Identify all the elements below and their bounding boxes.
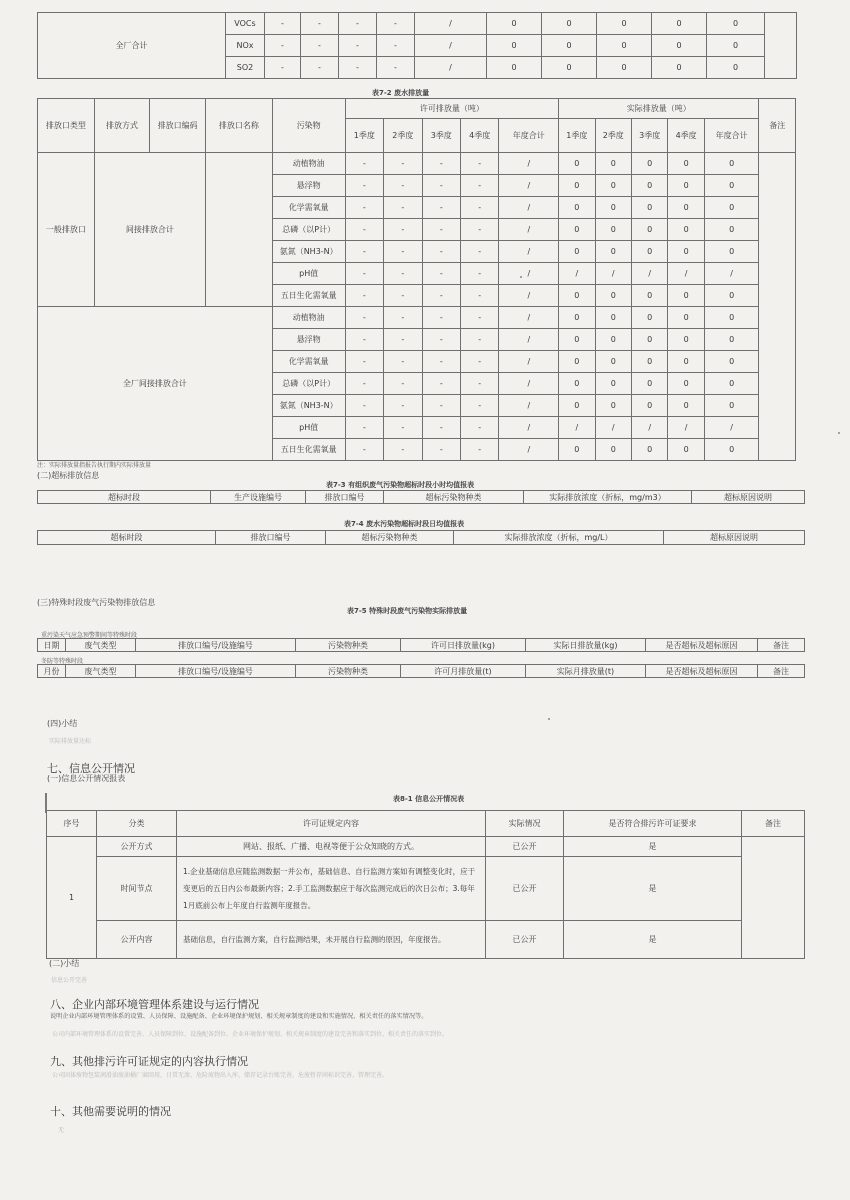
header-cell: 许可排放量（吨） [345, 99, 559, 119]
value-cell: - [384, 329, 422, 351]
header-cell: 排放口编号/设施编号 [136, 639, 296, 652]
value-cell: - [460, 417, 498, 439]
value-cell: / [499, 307, 559, 329]
actual-cell: 已公开 [486, 857, 564, 921]
value-cell: 0 [631, 153, 667, 175]
value-cell: 0 [559, 219, 595, 241]
value-cell: 0 [559, 373, 595, 395]
value-cell: 0 [631, 307, 667, 329]
pollutant-cell: VOCs [226, 13, 265, 35]
value-cell: 0 [559, 351, 595, 373]
header-cell: 超标时段 [38, 491, 211, 504]
value-cell: 0 [631, 439, 667, 461]
value-cell: - [422, 175, 460, 197]
pollutant-cell: 化学需氧量 [272, 197, 345, 219]
table-7-4 [37, 530, 805, 545]
header-cell: 生产设施编号 [211, 491, 306, 504]
header-cell: 污染物种类 [296, 665, 401, 678]
header-cell: 许可日排放量(kg) [401, 639, 526, 652]
value-cell: 0 [668, 351, 704, 373]
outlet-type-cell: 一般排放口 [38, 153, 95, 307]
value-cell: 0 [652, 13, 707, 35]
pollutant-cell: 氨氮（NH3-N） [272, 395, 345, 417]
value-cell: / [499, 439, 559, 461]
value-cell: 0 [559, 153, 595, 175]
value-cell: 0 [704, 175, 759, 197]
header-cell: 是否符合排污许可证要求 [564, 811, 742, 837]
header-cell: 实际月排放量(t) [526, 665, 646, 678]
value-cell: - [460, 153, 498, 175]
value-cell: - [345, 417, 383, 439]
value-cell: - [384, 417, 422, 439]
value-cell: - [460, 175, 498, 197]
value-cell: 0 [668, 153, 704, 175]
value-cell: 0 [595, 285, 631, 307]
header-cell: 排放口类型 [38, 99, 95, 153]
value-cell: - [460, 263, 498, 285]
header-cell: 污染物种类 [296, 639, 401, 652]
value-cell: / [499, 153, 559, 175]
value-cell: / [631, 417, 667, 439]
value-cell: / [631, 263, 667, 285]
value-cell: 0 [559, 439, 595, 461]
value-cell: - [301, 57, 339, 79]
value-cell: / [595, 263, 631, 285]
header-cell: 1季度 [559, 119, 595, 153]
table-8-1-caption: 表8-1 信息公开情况表 [393, 795, 465, 803]
pollutant-cell: pH值 [272, 417, 345, 439]
value-cell: - [384, 197, 422, 219]
section-8-description: 说明企业内部环境管理体系的设置、人员保障、设施配备、企业环境保护规划、相关规章制度的建设和实施情况、相关责任的落实情况等。 [50, 1013, 428, 1020]
header-cell: 排放口编码 [150, 99, 206, 153]
section-7-sub: (一)信息公开情况报表 [47, 774, 126, 783]
value-cell: / [499, 285, 559, 307]
value-cell: 0 [542, 35, 597, 57]
scan-speck [548, 718, 550, 720]
header-cell: 备注 [758, 639, 805, 652]
pollutant-cell: NOx [226, 35, 265, 57]
value-cell: - [422, 329, 460, 351]
section-10-summary: 无 [58, 1127, 65, 1134]
table-7-3 [37, 490, 805, 504]
pollutant-cell: 悬浮物 [272, 329, 345, 351]
header-cell: 2季度 [384, 119, 422, 153]
value-cell: - [422, 285, 460, 307]
value-cell: 0 [597, 13, 652, 35]
value-cell: 0 [559, 197, 595, 219]
remark-cell [742, 837, 805, 959]
value-cell: - [301, 35, 339, 57]
section-7-2-title: (二)小结 [49, 959, 80, 968]
header-cell: 实际情况 [486, 811, 564, 837]
value-cell: - [345, 307, 383, 329]
value-cell: 0 [631, 373, 667, 395]
section-3-title: (三)特殊时段废气污染物排放信息 [37, 598, 156, 607]
value-cell: / [668, 263, 704, 285]
value-cell: - [384, 175, 422, 197]
pollutant-cell: 动植物油 [272, 307, 345, 329]
value-cell: 0 [668, 395, 704, 417]
pollutant-cell: 化学需氧量 [272, 351, 345, 373]
section-4-summary: 实际排放量达标 [49, 738, 92, 745]
value-cell: 0 [559, 307, 595, 329]
value-cell: - [345, 219, 383, 241]
table-7-4-caption: 表7-4 废水污染物超标时段日均值报表 [344, 520, 465, 528]
value-cell: 0 [631, 351, 667, 373]
value-cell: / [499, 417, 559, 439]
value-cell: 0 [652, 57, 707, 79]
header-cell: 超标污染物种类 [384, 491, 524, 504]
value-cell: 0 [668, 241, 704, 263]
value-cell: 0 [595, 175, 631, 197]
header-cell: 1季度 [345, 119, 383, 153]
value-cell: 0 [652, 35, 707, 57]
value-cell: / [499, 197, 559, 219]
value-cell: 0 [668, 175, 704, 197]
value-cell: - [384, 395, 422, 417]
header-cell: 备注 [759, 99, 796, 153]
value-cell: / [499, 175, 559, 197]
header-cell: 备注 [742, 811, 805, 837]
value-cell: 0 [668, 197, 704, 219]
value-cell: - [345, 285, 383, 307]
header-cell: 是否超标及超标原因 [646, 665, 758, 678]
value-cell: 0 [631, 329, 667, 351]
header-cell: 污染物 [272, 99, 345, 153]
table-7-5-daily [37, 638, 805, 652]
remark-cell [765, 13, 797, 79]
value-cell: 0 [487, 57, 542, 79]
header-cell: 实际日排放量(kg) [526, 639, 646, 652]
value-cell: - [345, 351, 383, 373]
value-cell: - [345, 197, 383, 219]
value-cell: - [377, 57, 415, 79]
value-cell: 0 [704, 241, 759, 263]
value-cell: 0 [704, 329, 759, 351]
scan-speck [520, 276, 522, 278]
header-cell: 实际排放浓度（折标，mg/L） [454, 531, 664, 545]
value-cell: - [460, 219, 498, 241]
info-disclosure-table [46, 810, 805, 959]
value-cell: / [559, 263, 595, 285]
value-cell: - [345, 175, 383, 197]
plant-total-cell: 全厂间接排放合计 [38, 307, 273, 461]
section-7-heading: 七、信息公开情况 [47, 762, 135, 775]
header-cell: 4季度 [460, 119, 498, 153]
content-cell: 基础信息，自行监测方案，自行监测结果，未开展自行监测的原因，年度报告。 [177, 921, 486, 959]
value-cell: 0 [631, 395, 667, 417]
section-8-heading: 八、企业内部环境管理体系建设与运行情况 [50, 998, 259, 1011]
value-cell: - [301, 13, 339, 35]
value-cell: - [377, 13, 415, 35]
value-cell: - [265, 13, 301, 35]
value-cell: - [384, 241, 422, 263]
value-cell: / [415, 35, 487, 57]
value-cell: - [422, 197, 460, 219]
outlet-name-cell [205, 153, 272, 307]
value-cell: 0 [707, 13, 765, 35]
value-cell: 0 [597, 57, 652, 79]
value-cell: 0 [595, 307, 631, 329]
header-cell: 实际排放量（吨） [559, 99, 759, 119]
category-cell: 公开内容 [97, 921, 177, 959]
header-cell: 是否超标及超标原因 [646, 639, 758, 652]
table-7-5-monthly [37, 664, 805, 678]
header-cell: 超标原因说明 [664, 531, 805, 545]
value-cell: 0 [668, 373, 704, 395]
value-cell: - [345, 153, 383, 175]
value-cell: 0 [595, 395, 631, 417]
value-cell: 0 [707, 35, 765, 57]
comply-cell: 是 [564, 857, 742, 921]
actual-cell: 已公开 [486, 921, 564, 959]
header-cell: 实际排放浓度（折标，mg/m3） [524, 491, 692, 504]
value-cell: - [339, 35, 377, 57]
value-cell: 0 [668, 439, 704, 461]
value-cell: 0 [595, 439, 631, 461]
section-4-title: (四)小结 [47, 719, 78, 728]
header-cell: 超标时段 [38, 531, 216, 545]
header-cell: 许可证规定内容 [177, 811, 486, 837]
value-cell: - [345, 329, 383, 351]
value-cell: - [384, 373, 422, 395]
value-cell: - [339, 13, 377, 35]
section-9-heading: 九、其他排污许可证规定的内容执行情况 [50, 1055, 248, 1068]
header-cell: 3季度 [422, 119, 460, 153]
value-cell: / [415, 57, 487, 79]
header-cell: 废气类型 [66, 639, 136, 652]
value-cell: 0 [704, 351, 759, 373]
header-cell: 排放口编号/设施编号 [136, 665, 296, 678]
section-7-2-summary: 信息公开完善 [51, 977, 88, 984]
value-cell: 0 [559, 241, 595, 263]
value-cell: - [384, 307, 422, 329]
value-cell: / [499, 219, 559, 241]
category-cell: 公开方式 [97, 837, 177, 857]
pollutant-cell: pH值 [272, 263, 345, 285]
pollutant-cell: 动植物油 [272, 153, 345, 175]
pollutant-cell: SO2 [226, 57, 265, 79]
header-cell: 年度合计 [499, 119, 559, 153]
category-cell: 时间节点 [97, 857, 177, 921]
comply-cell: 是 [564, 837, 742, 857]
value-cell: - [339, 57, 377, 79]
value-cell: 0 [704, 219, 759, 241]
value-cell: 0 [487, 35, 542, 57]
pollutant-cell: 五日生化需氧量 [272, 439, 345, 461]
value-cell: 0 [597, 35, 652, 57]
value-cell: - [345, 439, 383, 461]
value-cell: 0 [595, 351, 631, 373]
value-cell: - [460, 439, 498, 461]
wastewater-table [37, 98, 796, 461]
value-cell: - [422, 439, 460, 461]
value-cell: 0 [704, 197, 759, 219]
value-cell: / [704, 417, 759, 439]
pollutant-cell: 总磷（以P计） [272, 219, 345, 241]
value-cell: 0 [668, 219, 704, 241]
value-cell: 0 [631, 285, 667, 307]
value-cell: / [704, 263, 759, 285]
value-cell: - [422, 373, 460, 395]
header-cell: 超标原因说明 [692, 491, 805, 504]
value-cell: - [384, 285, 422, 307]
value-cell: - [384, 351, 422, 373]
value-cell: - [422, 417, 460, 439]
header-cell: 许可月排放量(t) [401, 665, 526, 678]
value-cell: 0 [704, 307, 759, 329]
value-cell: 0 [707, 57, 765, 79]
pollutant-cell: 五日生化需氧量 [272, 285, 345, 307]
value-cell: 0 [559, 285, 595, 307]
total-label-cell: 全厂合计 [38, 13, 226, 79]
value-cell: - [460, 395, 498, 417]
value-cell: - [345, 373, 383, 395]
value-cell: - [265, 57, 301, 79]
actual-cell: 已公开 [486, 837, 564, 857]
value-cell: / [499, 373, 559, 395]
value-cell: - [422, 263, 460, 285]
header-cell: 分类 [97, 811, 177, 837]
table-7-5-sub1: 重污染天气应急预警期间等特殊时段 [41, 632, 138, 639]
value-cell: - [422, 241, 460, 263]
value-cell: - [345, 263, 383, 285]
header-cell: 日期 [38, 639, 66, 652]
header-cell: 备注 [758, 665, 805, 678]
value-cell: 0 [631, 219, 667, 241]
header-cell: 超标污染物种类 [326, 531, 454, 545]
value-cell: 0 [487, 13, 542, 35]
scan-speck [838, 432, 840, 434]
value-cell: 0 [559, 395, 595, 417]
value-cell: 0 [595, 329, 631, 351]
value-cell: - [422, 219, 460, 241]
value-cell: - [265, 35, 301, 57]
value-cell: 0 [542, 57, 597, 79]
pollutant-cell: 悬浮物 [272, 175, 345, 197]
table-7-3-caption: 表7-3 有组织废气污染物超标时段小时均值报表 [326, 481, 475, 489]
header-cell: 废气类型 [66, 665, 136, 678]
header-cell: 序号 [47, 811, 97, 837]
value-cell: - [384, 263, 422, 285]
value-cell: 0 [668, 285, 704, 307]
table-7-5-caption: 表7-5 特殊时段废气污染物实际排放量 [347, 607, 468, 615]
section-8-summary: 公司内部环境管理体系的设置完善、人员保障到位、设施配备到位、企业环境保护规划、相关规章制度的建设完善和落实到位、相关责任的落实到位。 [52, 1031, 449, 1038]
header-cell: 4季度 [668, 119, 704, 153]
header-cell: 3季度 [631, 119, 667, 153]
comply-cell: 是 [564, 921, 742, 959]
value-cell: / [499, 241, 559, 263]
value-cell: 0 [595, 373, 631, 395]
value-cell: 0 [595, 153, 631, 175]
value-cell: - [460, 351, 498, 373]
value-cell: - [384, 153, 422, 175]
header-cell: 2季度 [595, 119, 631, 153]
value-cell: - [460, 197, 498, 219]
value-cell: 0 [704, 439, 759, 461]
value-cell: 0 [704, 395, 759, 417]
value-cell: / [415, 13, 487, 35]
header-cell: 月份 [38, 665, 66, 678]
value-cell: / [499, 395, 559, 417]
value-cell: - [460, 329, 498, 351]
value-cell: / [559, 417, 595, 439]
value-cell: 0 [595, 219, 631, 241]
seq-cell: 1 [47, 837, 97, 959]
section-9-summary: 公司固体废物包装润滑油废油桶厂商回用，日常无渗、危险废物出入库、储存记录台账完善，危废暂存间标识完善、管理完善。 [52, 1072, 389, 1079]
discharge-mode-cell: 间接排放合计 [94, 153, 205, 307]
air-total-table [37, 12, 797, 79]
value-cell: - [377, 35, 415, 57]
value-cell: - [422, 153, 460, 175]
value-cell: 0 [559, 175, 595, 197]
value-cell: - [345, 241, 383, 263]
value-cell: 0 [595, 241, 631, 263]
table-7-5-sub2: 冬防等特殊时段 [41, 658, 84, 665]
value-cell: - [384, 219, 422, 241]
pollutant-cell: 氨氮（NH3-N） [272, 241, 345, 263]
value-cell: - [422, 395, 460, 417]
value-cell: / [499, 351, 559, 373]
header-cell: 排放口编号 [216, 531, 326, 545]
header-cell: 排放口名称 [205, 99, 272, 153]
value-cell: 0 [668, 329, 704, 351]
value-cell: 0 [631, 197, 667, 219]
value-cell: - [422, 351, 460, 373]
remark-cell [759, 153, 796, 461]
value-cell: / [668, 417, 704, 439]
value-cell: 0 [704, 373, 759, 395]
table-7-2-note: 注：实际排放量指报告执行期内实际排放量 [37, 462, 152, 469]
value-cell: 0 [559, 329, 595, 351]
pollutant-cell: 总磷（以P计） [272, 373, 345, 395]
value-cell: - [460, 307, 498, 329]
value-cell: - [460, 373, 498, 395]
section-2-title: (二)超标排放信息 [37, 471, 100, 480]
value-cell: 0 [631, 175, 667, 197]
value-cell: - [460, 241, 498, 263]
value-cell: - [345, 395, 383, 417]
table-7-2-caption: 表7-2 废水排放量 [372, 89, 430, 97]
value-cell: 0 [704, 285, 759, 307]
value-cell: 0 [542, 13, 597, 35]
value-cell: 0 [668, 307, 704, 329]
value-cell: / [499, 263, 559, 285]
header-cell: 年度合计 [704, 119, 759, 153]
value-cell: - [422, 307, 460, 329]
content-cell: 网站、报纸、广播、电视等便于公众知晓的方式。 [177, 837, 486, 857]
value-cell: - [384, 439, 422, 461]
content-cell: 1.企业基础信息应随监测数据一并公布，基础信息、自行监测方案如有调整变化时，应于变更后的五日内公布最新内容；2.手工监测数据应于每次监测完成后的次日公布；3.每年1月底前公布上年度自行监测年度报告。 [177, 857, 486, 921]
value-cell: / [595, 417, 631, 439]
value-cell: 0 [704, 153, 759, 175]
value-cell: - [460, 285, 498, 307]
value-cell: 0 [631, 241, 667, 263]
section-10-heading: 十、其他需要说明的情况 [50, 1105, 171, 1118]
header-cell: 排放方式 [94, 99, 150, 153]
value-cell: / [499, 329, 559, 351]
header-cell: 排放口编号 [306, 491, 384, 504]
value-cell: 0 [595, 197, 631, 219]
